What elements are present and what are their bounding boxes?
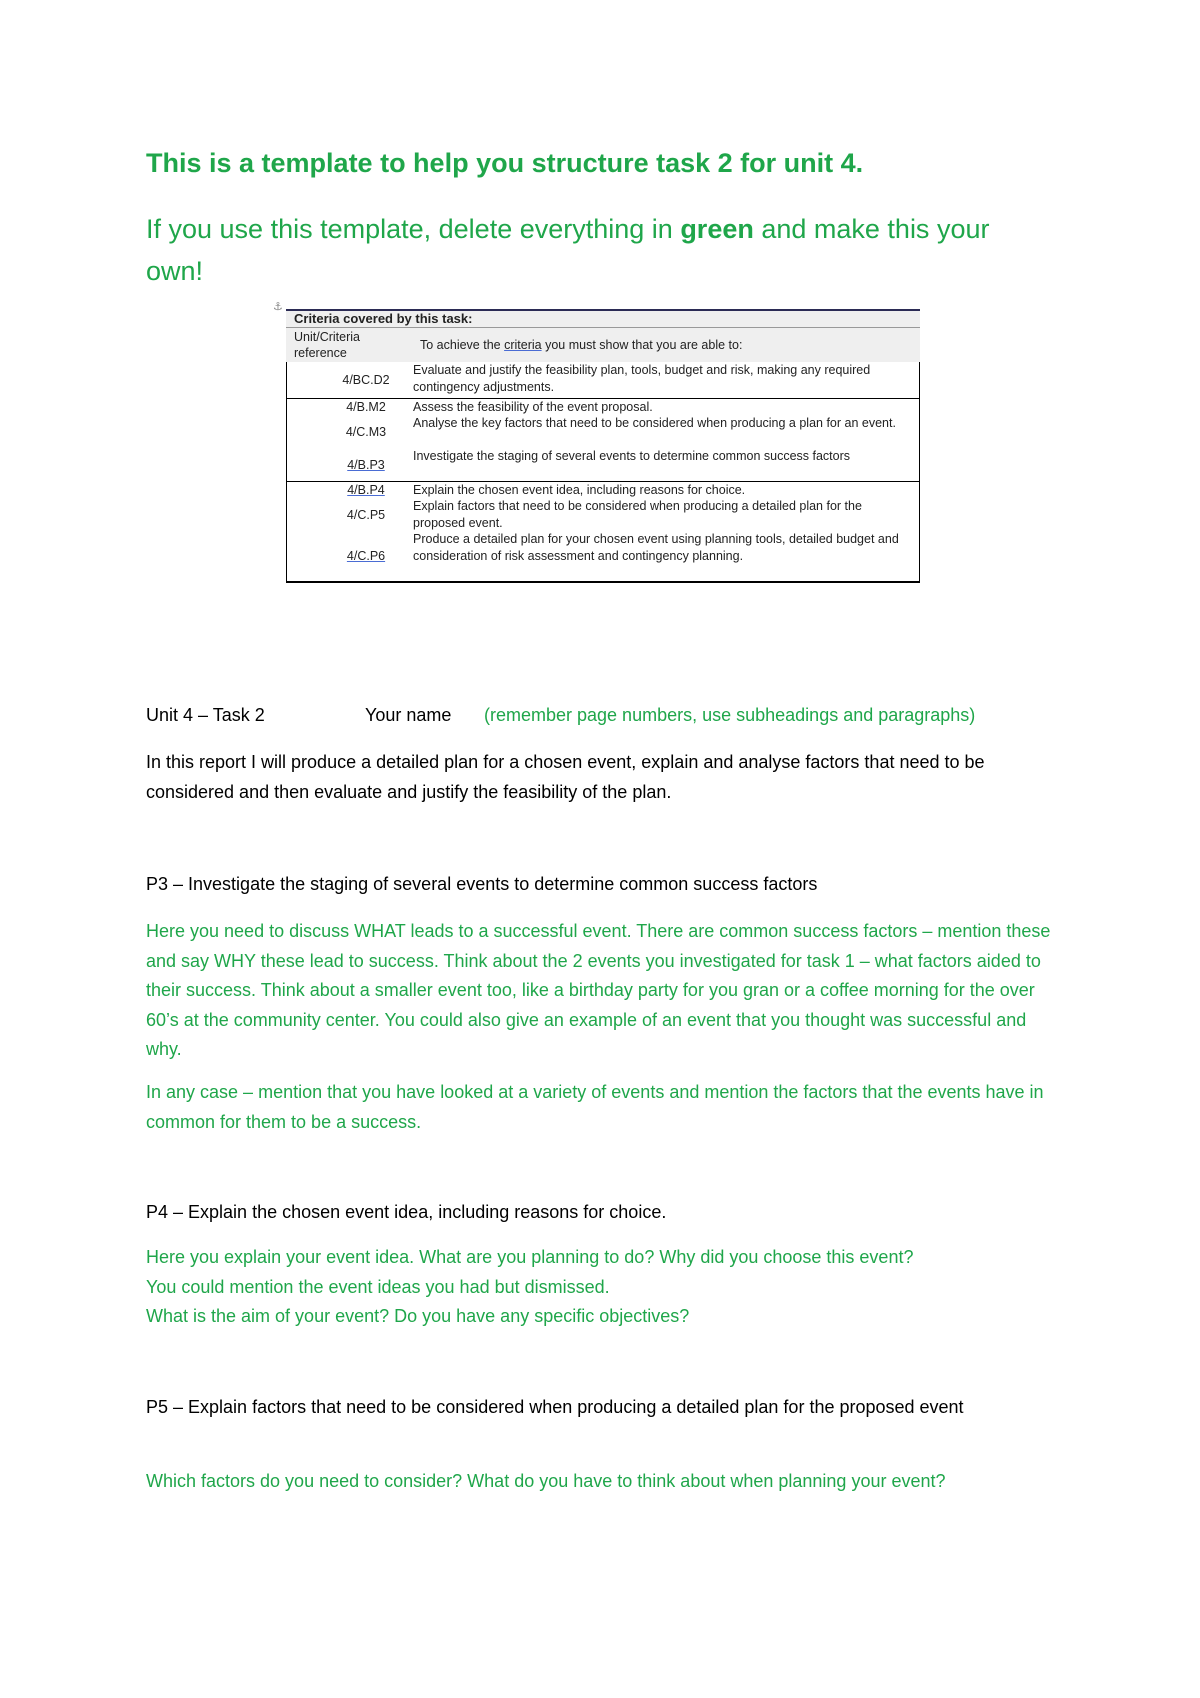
- criteria-row: [287, 415, 919, 448]
- criteria-ref: 4/B.P3: [347, 457, 385, 472]
- p4-heading: P4 – Explain the chosen event idea, including reasons for choice.: [146, 1202, 667, 1222]
- criteria-desc: Assess the feasibility of the event proposal.: [413, 400, 653, 414]
- criteria-row: [287, 362, 919, 398]
- criteria-ref: 4/C.P5: [346, 507, 386, 522]
- criteria-ref: 4/C.P6: [346, 549, 386, 563]
- p3-guidance: Here you need to discuss WHAT leads to a successful event. There are common success factors – mention these and say WHY these lead to success. Think about the 2 events you investigated for task 1 – what factors aided to their success. Think about a smaller event too, like a birthday party for you gran or a coffee morning for the over 60’s at the community center. You could also give an example of an event that you thought was successful and why.: [146, 921, 1051, 1059]
- criteria-desc: Explain the chosen event idea, including reasons for choice.: [413, 483, 746, 497]
- criteria-group-pass: [287, 482, 919, 581]
- criteria-group-distinction: [287, 362, 919, 399]
- criteria-row: [287, 482, 919, 498]
- criteria-col1-header: Unit/Criteria reference: [294, 330, 360, 360]
- criteria-desc: Explain factors that need to be considered when producing a detailed plan for the proposed event.: [413, 499, 862, 530]
- col2-end: you must show that you are able to:: [541, 338, 743, 352]
- criteria-ref: 4/BC.D2: [342, 373, 390, 387]
- criteria-table: [286, 309, 920, 583]
- subtitle-end: and make this your own!: [146, 214, 990, 286]
- template-subtitle: [146, 208, 1046, 292]
- criteria-ref: 4/B.M2: [346, 400, 386, 414]
- p5-guidance: Which factors do you need to consider? What do you have to think about when planning your event?: [146, 1471, 946, 1491]
- template-title: This is a template to help you structure task 2 for unit 4.: [146, 148, 864, 178]
- p4-guidance: [146, 1243, 1066, 1332]
- formatting-note: (remember page numbers, use subheadings and paragraphs): [484, 705, 976, 725]
- criteria-ref: 4/B.P4: [347, 483, 385, 497]
- unit-task-label: Unit 4 – Task 2: [146, 705, 265, 725]
- criteria-desc: Produce a detailed plan for your chosen event using planning tools, detailed budget and consideration of risk assessment and contingency planning.: [413, 532, 899, 563]
- p5-heading: P5 – Explain factors that need to be considered when producing a detailed plan for the proposed event: [146, 1397, 964, 1417]
- subtitle-bold: green: [680, 214, 754, 244]
- p3-heading: P3 – Investigate the staging of several events to determine common success factors: [146, 874, 818, 894]
- criteria-group-merit: [287, 399, 919, 482]
- col2-link: criteria: [504, 338, 542, 352]
- criteria-col2-header: [420, 328, 920, 362]
- criteria-row: [287, 498, 919, 531]
- criteria-column-headers: [286, 328, 920, 362]
- criteria-desc: Investigate the staging of several events to determine common success factors: [413, 449, 851, 463]
- p4-guidance-line: Here you explain your event idea. What are you planning to do? Why did you choose this event?: [146, 1247, 914, 1267]
- criteria-header: Criteria covered by this task:: [286, 309, 920, 328]
- student-name-field: Your name: [365, 705, 452, 725]
- col2-start: To achieve the: [420, 338, 505, 352]
- criteria-row: [287, 448, 919, 481]
- criteria-desc: Analyse the key factors that need to be considered when producing a plan for an event.: [413, 416, 896, 430]
- p4-guidance-line: What is the aim of your event? Do you have any specific objectives?: [146, 1306, 690, 1326]
- criteria-ref: 4/C.M3: [345, 424, 387, 439]
- subtitle-start: If you use this template, delete everything in: [146, 214, 681, 244]
- criteria-row: [287, 531, 919, 581]
- criteria-desc: Evaluate and justify the feasibility plan, tools, budget and risk, making any required contingency adjustments.: [413, 363, 871, 394]
- table-anchor-icon: ⚓: [273, 301, 283, 313]
- criteria-body: [286, 362, 920, 583]
- report-intro: In this report I will produce a detailed plan for a chosen event, explain and analyse factors that need to be considered and then evaluate and justify the feasibility of the plan.: [146, 752, 985, 802]
- criteria-row: [287, 399, 919, 415]
- p3-guidance-2: In any case – mention that you have looked at a variety of events and mention the factors that the events have in common for them to be a success.: [146, 1082, 1044, 1132]
- p4-guidance-line: You could mention the event ideas you had but dismissed.: [146, 1276, 610, 1297]
